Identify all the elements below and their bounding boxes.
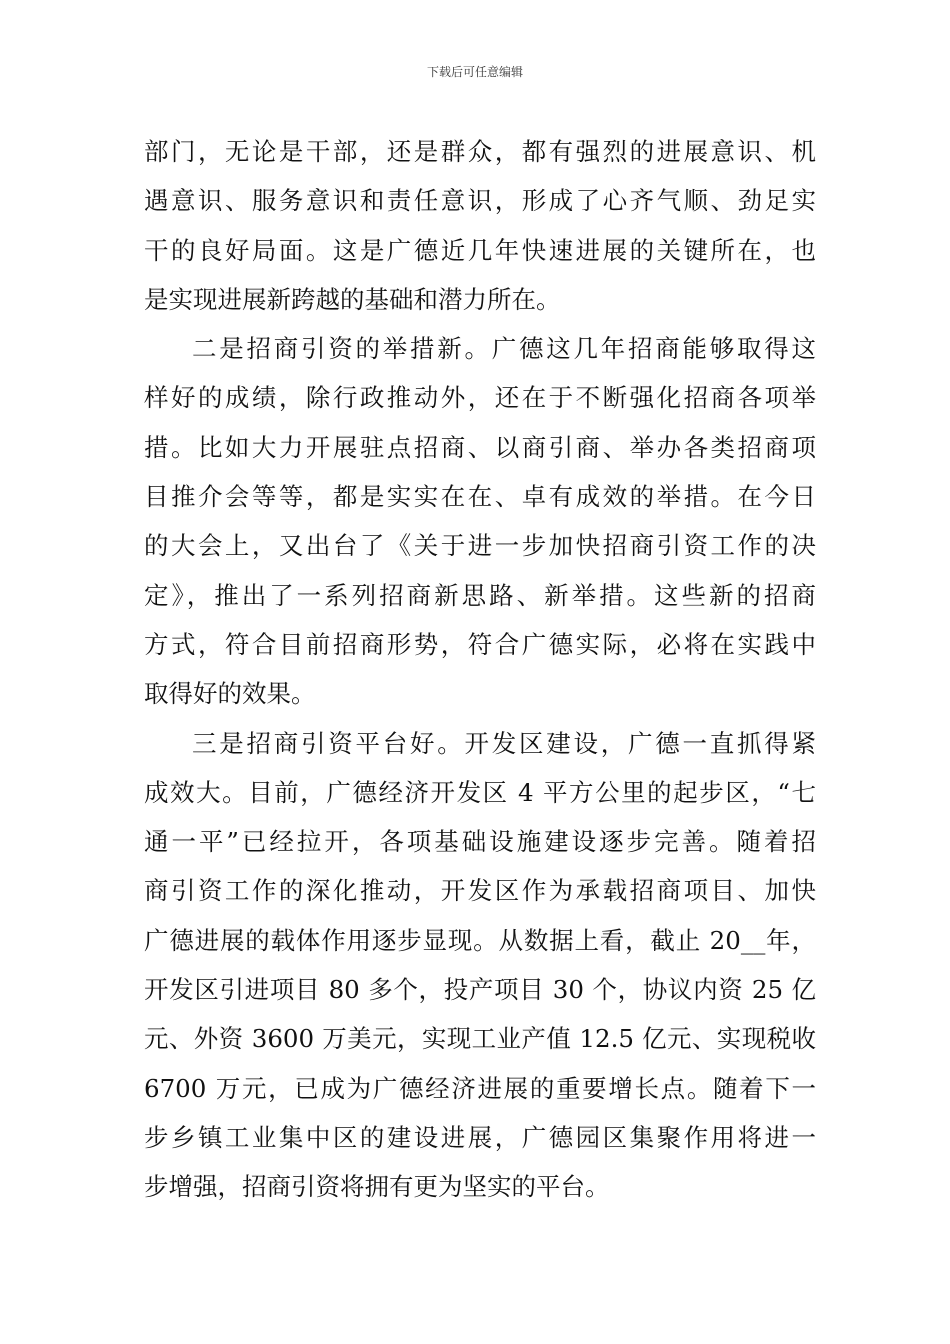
text-line: 步增强，招商引资将拥有更为坚实的平台。	[144, 1172, 610, 1202]
text-line: 样好的成绩，除行政推动外，还在于不断强化招商各项举	[144, 383, 816, 413]
text-line: 元、外资 3600 万美元，实现工业产值 12.5 亿元、实现税收	[144, 1024, 816, 1054]
text-line: 开发区引进项目 80 多个，投产项目 30 个，协议内资 25 亿	[144, 975, 816, 1005]
text-line: 6700 万元，已成为广德经济进展的重要增长点。随着下一	[144, 1073, 816, 1103]
text-line: 方式，符合目前招商形势，符合广德实际，必将在实践中	[144, 629, 816, 659]
text-line: 措。比如大力开展驻点招商、以商引商、举办各类招商项	[144, 432, 816, 462]
text-line: 取得好的效果。	[144, 679, 316, 709]
document-body	[144, 127, 816, 1212]
paragraph-start-line: 二是招商引资的举措新。广德这几年招商能够取得这	[192, 334, 816, 364]
text-line: 定》，推出了一系列招商新思路、新举措。这些新的招商	[144, 580, 816, 610]
text-line: 步乡镇工业集中区的建设进展，广德园区集聚作用将进一	[144, 1122, 816, 1152]
text-line: 干的良好局面。这是广德近几年快速进展的关键所在，也	[144, 235, 816, 265]
page-header: 下载后可任意编辑	[426, 65, 523, 79]
text-line: 的大会上，又出台了《关于进一步加快招商引资工作的决	[144, 531, 816, 561]
text-line: 成效大。目前，广德经济开发区 4 平方公里的起步区，“七	[144, 777, 816, 807]
text-line: 是实现进展新跨越的基础和潜力所在。	[144, 284, 561, 314]
text-line: 目推介会等等，都是实实在在、卓有成效的举措。在今日	[144, 482, 816, 512]
text-line: 通一平”已经拉开，各项基础设施建设逐步完善。随着招	[144, 827, 816, 857]
text-line: 商引资工作的深化推动，开发区作为承载招商项目、加快	[144, 876, 816, 906]
text-line: 遇意识、服务意识和责任意识，形成了心齐气顺、劲足实	[144, 186, 816, 216]
paragraph-start-line: 三是招商引资平台好。开发区建设，广德一直抓得紧	[192, 728, 816, 758]
text-line: 部门，无论是干部，还是群众，都有强烈的进展意识、机	[144, 137, 816, 166]
text-line: 广德进展的载体作用逐步显现。从数据上看，截止 20__年，	[144, 925, 816, 955]
